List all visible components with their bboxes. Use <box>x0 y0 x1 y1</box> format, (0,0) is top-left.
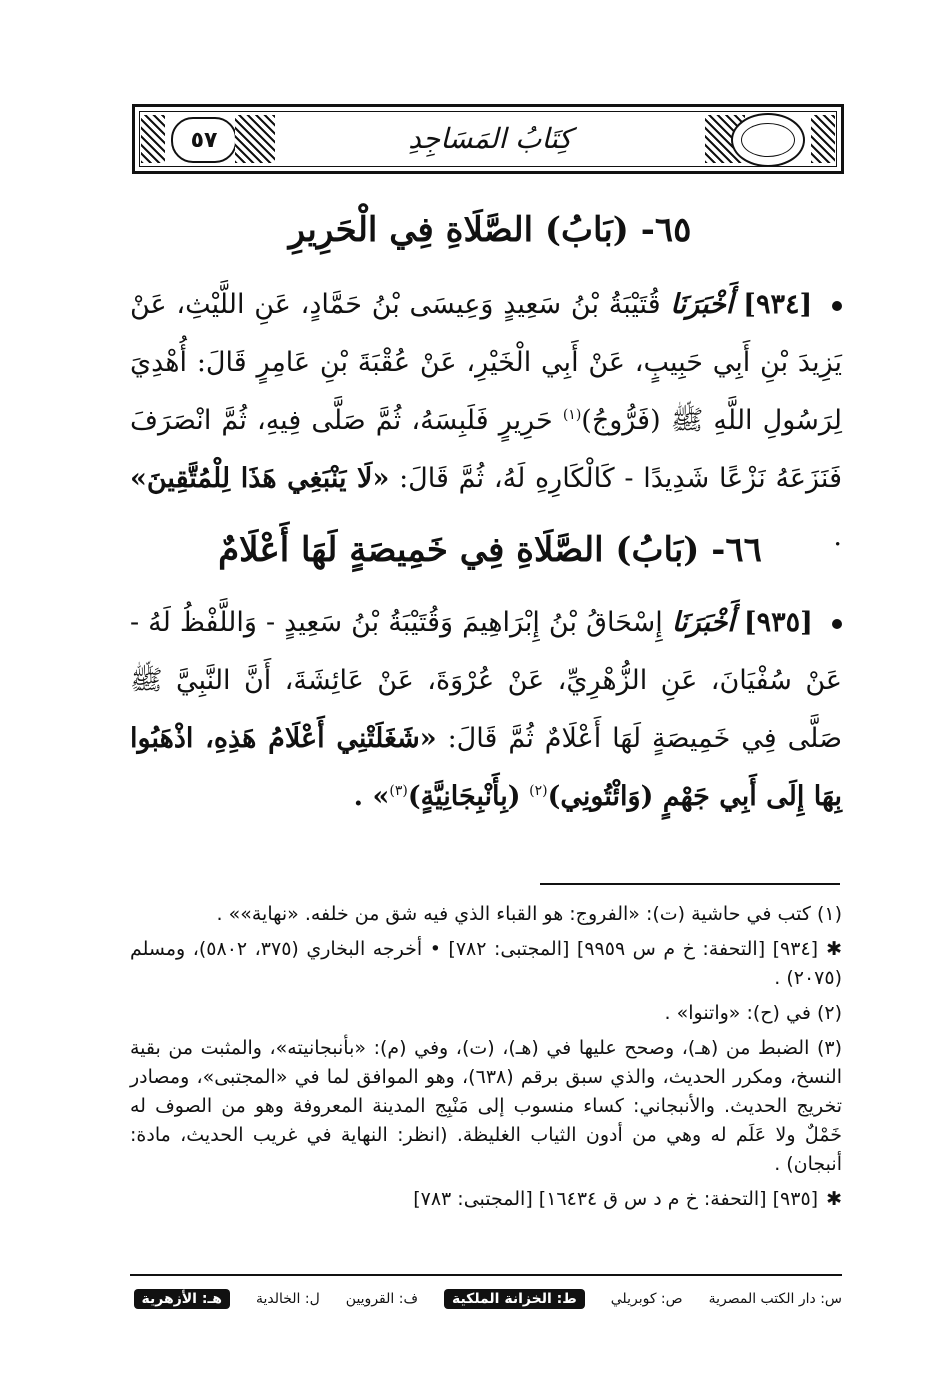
legend-item: هـ: الأزهرية <box>134 1289 230 1309</box>
takhrij-note <box>130 935 842 993</box>
hadith-end: . <box>833 521 842 552</box>
quote-end: » . <box>353 781 390 812</box>
hadith-number: [٩٣٤] <box>743 289 813 320</box>
prophetic-quote: «لَا يَنْبَغِي هَذَا لِلْمُتَّقِينَ» <box>130 463 390 494</box>
footnote-text: [٩٣٥] [التحفة: خ م د س ق ١٦٤٣٤] [المجتبى: ٧٨٣] <box>413 1188 819 1210</box>
hadith-number: [٩٣٥] <box>743 607 813 638</box>
footnote-marker: (١) <box>562 407 582 423</box>
footnote-text: (١) كتب في حاشية (ت): «الفروج: هو القباء الذي فيه شق من خلفه. «نهاية»» . <box>216 903 842 925</box>
footnote-marker: (٢) <box>529 783 548 799</box>
legend-item: ط: الخزانة الملكية <box>444 1289 585 1309</box>
legend-item: ف: القرويين <box>345 1291 418 1307</box>
footnote <box>130 1034 842 1179</box>
footnote-marker: (٣) <box>389 783 408 799</box>
akhbarana-word: أَخْبَرَنَا <box>670 289 734 320</box>
asterisk-icon: ✱ <box>826 938 842 960</box>
legend-item: س: دار الكتب المصرية <box>708 1291 842 1307</box>
chapter-heading-66: ٦٦- (بَابُ) الصَّلَاةِ فِي خَمِيصَةٍ لَهَا أَعْلَامٌ <box>218 530 762 570</box>
hadith-text: قُتَيْبَةُ بْنُ سَعِيدٍ وَعِيسَى بْنُ حَمَّادٍ، عَنِ اللَّيْثِ، عَنْ يَزِيدَ بْنِ أَبِي حَبِيبٍ، عَنْ أَبِي الْخَيْرِ، عَنْ عُقْبَةَ بْنِ عَامِرٍ قَالَ: أُهْدِيَ لِرَسُولِ اللَّهِ ﷺ (فَرُّوجُ) <box>130 289 842 436</box>
prophetic-quote: «شَغَلَتْنِي أَعْلَامُ هَذِهِ، اذْهَبُوا بِهَا إِلَى أَبِي جَهْمٍ (وَائْتُونِي) <box>130 723 842 812</box>
footnote-text: [٩٣٤] [التحفة: خ م س ٩٩٥٩] [المجتبى: ٧٨٢] • أخرجه البخاري (٣٧٥، ٥٨٠٢)، ومسلم (٢٠٧٥) . <box>130 938 842 989</box>
asterisk-icon: ✱ <box>826 1188 842 1210</box>
footnote-text: (٢) في (ح): «واتنوا» . <box>664 1002 842 1024</box>
publisher-emblem-icon <box>731 113 805 167</box>
legend-item: ص: كوبريلي <box>610 1291 683 1307</box>
takhrij-note <box>130 1185 842 1214</box>
ornament-band <box>141 115 165 163</box>
hadith-935 <box>130 594 842 826</box>
footnotes <box>130 900 842 1220</box>
book-title: كِتَابُ المَسَاجِدِ <box>408 121 572 155</box>
ornament-band <box>235 115 275 163</box>
bullet-icon <box>832 619 842 629</box>
footnote-separator <box>540 883 840 885</box>
ornament-band <box>811 115 835 163</box>
page-number: ٥٧ <box>171 117 237 163</box>
footnote-text: (٣) الضبط من (هـ)، وصحح عليها في (هـ)، (ت)، وفي (م): «بأنبجانيته»، والمثبت من بقية النسخ، ومكرر الحديث، والذي سبق برقم (٦٣٨)، وهو الموافق لما في «المجتبى»، ومصادر تخريج الحديث. والأنبجاني: كساء منسوب إلى مَنْبِج المدينة المعروفة وهو من الصوف له خَمْلٌ ولا عَلَم له وهي من أدون الثياب الغليظة. (انظر: النهاية في غريب الحديث، مادة: أنبجان) . <box>130 1037 842 1175</box>
chapter-heading-65: ٦٥- (بَابُ) الصَّلَاةِ فِي الْحَرِيرِ <box>288 210 692 250</box>
hadith-text: حَرِيرٍ فَلَبِسَهُ، ثُمَّ صَلَّى فِيهِ، ثُمَّ انْصَرَفَ فَنَزَعَهُ نَزْعًا شَدِيدًا - كَالْكَارِهِ لَهُ، ثُمَّ قَالَ: <box>130 405 842 494</box>
footnote <box>130 999 842 1028</box>
manuscript-legend <box>130 1274 842 1316</box>
bullet-icon <box>832 301 842 311</box>
page-header <box>132 104 844 174</box>
footnote <box>130 900 842 929</box>
prophetic-quote: (بِأَنْبِجَانِيَّةٍ) <box>407 781 521 812</box>
legend-item: ل: الخالدية <box>255 1291 320 1307</box>
hadith-934 <box>130 276 842 566</box>
akhbarana-word: أَخْبَرَنَا <box>671 607 735 638</box>
hadith-text: إِسْحَاقُ بْنُ إِبْرَاهِيمَ وَقُتَيْبَةُ بْنُ سَعِيدٍ - وَاللَّفْظُ لَهُ - عَنْ سُفْيَانَ، عَنِ الزُّهْرِيِّ، عَنْ عُرْوَةَ، عَنْ عَائِشَةَ، أَنَّ النَّبِيَّ ﷺ صَلَّى فِي خَمِيصَةٍ لَهَا أَعْلَامٌ ثُمَّ قَالَ: <box>130 607 842 754</box>
